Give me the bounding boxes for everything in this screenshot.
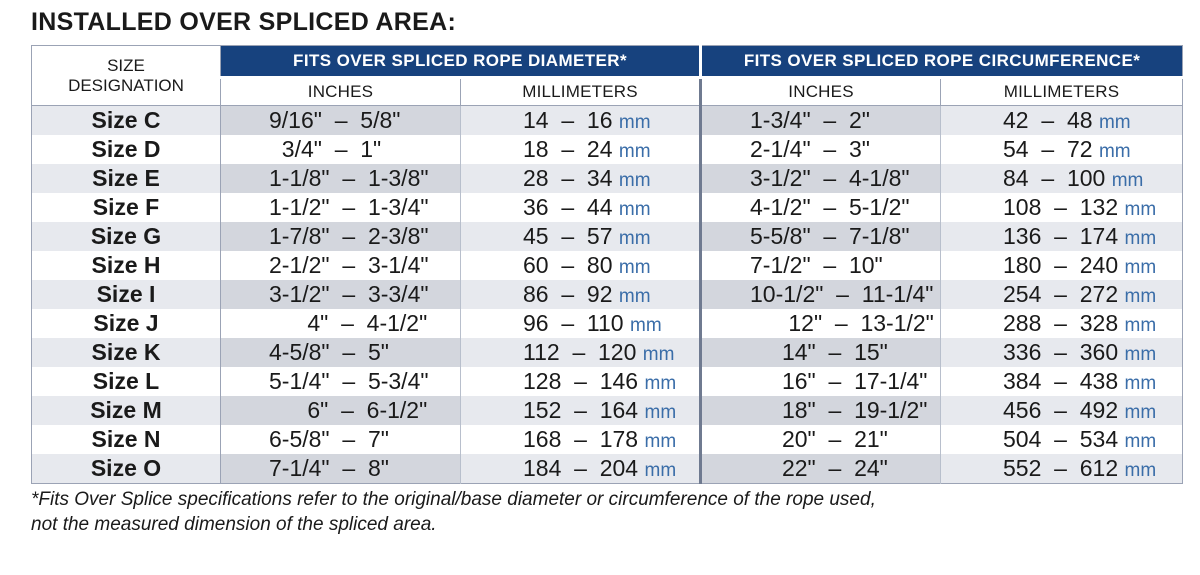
circumference-inches-cell-value: 16" – 17-1/4" [750,368,928,394]
mm-unit-label: mm [1111,170,1144,191]
mm-unit-label: mm [1124,373,1157,394]
diameter-millimeters-header: MILLIMETERS [461,78,701,106]
diameter-inches-cell [221,338,461,367]
footnote-line-1: *Fits Over Splice specifications refer to the original/base diameter or circumference of the rope used, [31,489,876,510]
mm-unit-label: mm [1124,402,1157,423]
page-title: INSTALLED OVER SPLICED AREA: [31,8,457,36]
diameter-inches-cell [221,454,461,484]
circumference-inches-cell [701,396,941,425]
diameter-inches-cell [221,280,461,309]
table-row [32,135,1183,164]
circumference-mm-cell [941,251,1183,280]
circumference-mm-cell-value: 54 – 72 [1003,136,1093,162]
size-cell-value: Size F [92,194,160,220]
circumference-inches-header: INCHES [701,78,941,106]
mm-unit-label: mm [618,112,651,133]
circumference-inches-cell [701,425,941,454]
diameter-inches-cell-value: 2-1/2" – 3-1/4" [269,252,429,278]
size-cell-value: Size H [91,252,161,278]
size-cell [32,251,221,280]
size-cell-value: Size J [93,310,159,336]
circumference-inches-cell [701,164,941,193]
mm-unit-label: mm [1124,286,1157,307]
circumference-mm-cell [941,425,1183,454]
circumference-inches-cell [701,193,941,222]
mm-unit-label: mm [1124,315,1157,336]
table-row [32,280,1183,309]
mm-unit-label: mm [644,373,677,394]
diameter-inches-cell-value: 4" – 4-1/2" [269,310,428,336]
mm-unit-label: mm [1124,199,1157,220]
size-cell-value: Size O [90,455,162,481]
mm-unit-label: mm [1124,228,1157,249]
diameter-mm-cell-value: 36 – 44 [523,194,613,220]
diameter-inches-cell-value: 4-5/8" – 5" [269,339,389,365]
diameter-mm-cell-value: 18 – 24 [523,136,613,162]
diameter-inches-cell [221,106,461,136]
circumference-inches-cell [701,222,941,251]
circumference-mm-cell [941,193,1183,222]
diameter-inches-cell-value: 3-1/2" – 3-3/4" [269,281,429,307]
mm-unit-label: mm [642,344,675,365]
diameter-inches-cell [221,396,461,425]
circumference-group-header: FITS OVER SPLICED ROPE CIRCUMFERENCE* [701,46,1183,78]
circumference-inches-cell-value: 10-1/2" – 11-1/4" [750,281,934,307]
diameter-mm-cell [461,251,701,280]
diameter-mm-cell-value: 28 – 34 [523,165,613,191]
circumference-inches-cell-value: 20" – 21" [750,426,888,452]
table-row [32,251,1183,280]
circumference-inches-cell-value: 4-1/2" – 5-1/2" [750,194,910,220]
circumference-inches-cell-value: 1-3/4" – 2" [750,107,870,133]
circumference-mm-cell-value: 42 – 48 [1003,107,1093,133]
size-cell-value: Size N [91,426,161,452]
table-row [32,338,1183,367]
table-row [32,222,1183,251]
diameter-inches-cell [221,367,461,396]
footnote [31,487,876,537]
circumference-mm-cell-value: 384 – 438 [1003,368,1119,394]
circumference-inches-cell [701,106,941,136]
table-row [32,309,1183,338]
circumference-inches-cell [701,251,941,280]
diameter-mm-cell-value: 60 – 80 [523,252,613,278]
diameter-mm-cell [461,193,701,222]
mm-unit-label: mm [618,199,651,220]
circumference-inches-cell [701,135,941,164]
diameter-mm-cell [461,222,701,251]
mm-unit-label: mm [1124,431,1157,452]
diameter-inches-cell-value: 1-1/2" – 1-3/4" [269,194,429,220]
diameter-mm-cell [461,309,701,338]
circumference-mm-cell-value: 136 – 174 [1003,223,1119,249]
table-row [32,193,1183,222]
circumference-inches-cell [701,309,941,338]
mm-unit-label: mm [1124,460,1157,481]
circumference-mm-cell [941,164,1183,193]
size-cell-value: Size L [92,368,160,394]
circumference-inches-cell [701,280,941,309]
table-row [32,425,1183,454]
size-designation-header [32,46,221,106]
size-cell-value: Size C [91,107,161,133]
size-cell [32,222,221,251]
size-cell [32,164,221,193]
diameter-mm-cell-value: 14 – 16 [523,107,613,133]
table-body [32,106,1183,484]
diameter-inches-cell-value: 9/16" – 5/8" [269,107,401,133]
diameter-inches-cell-value: 7-1/4" – 8" [269,455,389,481]
circumference-mm-cell [941,338,1183,367]
table-row [32,164,1183,193]
table-row [32,106,1183,136]
diameter-mm-cell-value: 184 – 204 [523,455,639,481]
circumference-mm-cell-value: 180 – 240 [1003,252,1119,278]
diameter-mm-cell [461,164,701,193]
diameter-inches-cell-value: 1-7/8" – 2-3/8" [269,223,429,249]
table-row [32,396,1183,425]
mm-unit-label: mm [618,286,651,307]
size-cell-value: Size G [90,223,162,249]
diameter-inches-cell-value: 6-5/8" – 7" [269,426,389,452]
diameter-inches-header: INCHES [221,78,461,106]
diameter-mm-cell [461,338,701,367]
mm-unit-label: mm [618,228,651,249]
diameter-inches-cell-value: 1-1/8" – 1-3/8" [269,165,429,191]
circumference-mm-cell-value: 336 – 360 [1003,339,1119,365]
circumference-inches-cell-value: 14" – 15" [750,339,888,365]
mm-unit-label: mm [644,460,677,481]
circumference-mm-cell [941,135,1183,164]
diameter-mm-cell [461,454,701,484]
size-cell [32,309,221,338]
diameter-inches-cell [221,222,461,251]
mm-unit-label: mm [1098,141,1131,162]
diameter-mm-cell-value: 86 – 92 [523,281,613,307]
circumference-inches-cell [701,454,941,484]
circumference-mm-cell [941,222,1183,251]
circumference-mm-cell [941,367,1183,396]
circumference-mm-cell [941,396,1183,425]
diameter-inches-cell [221,193,461,222]
circumference-mm-cell [941,280,1183,309]
size-cell [32,280,221,309]
mm-unit-label: mm [1098,112,1131,133]
size-chart-table [31,45,1183,484]
diameter-inches-cell [221,164,461,193]
circumference-mm-cell [941,106,1183,136]
diameter-mm-cell [461,425,701,454]
circumference-inches-cell-value: 18" – 19-1/2" [750,397,928,423]
circumference-inches-cell [701,338,941,367]
diameter-mm-cell-value: 45 – 57 [523,223,613,249]
circumference-millimeters-header: MILLIMETERS [941,78,1183,106]
circumference-inches-cell-value: 12" – 13-1/2" [750,310,934,336]
size-cell [32,367,221,396]
diameter-mm-cell-value: 96 – 110 [523,310,624,336]
size-cell-value: Size D [91,136,161,162]
size-cell-value: Size I [96,281,156,307]
diameter-group-header: FITS OVER SPLICED ROPE DIAMETER* [221,46,701,78]
circumference-inches-cell-value: 7-1/2" – 10" [750,252,883,278]
diameter-mm-cell [461,367,701,396]
circumference-mm-cell-value: 84 – 100 [1003,165,1106,191]
size-cell [32,454,221,484]
mm-unit-label: mm [618,141,651,162]
diameter-mm-cell [461,135,701,164]
diameter-mm-cell [461,106,701,136]
diameter-inches-cell [221,425,461,454]
size-header-line2: DESIGNATION [68,75,184,95]
mm-unit-label: mm [630,315,662,336]
diameter-mm-cell-value: 152 – 164 [523,397,639,423]
circumference-mm-cell [941,309,1183,338]
size-cell [32,135,221,164]
size-cell [32,338,221,367]
circumference-mm-cell-value: 254 – 272 [1003,281,1119,307]
diameter-mm-cell [461,396,701,425]
mm-unit-label: mm [1124,344,1157,365]
table-row [32,367,1183,396]
diameter-inches-cell [221,251,461,280]
footnote-line-2: not the measured dimension of the spliced area. [31,514,437,535]
size-cell [32,193,221,222]
circumference-mm-cell-value: 552 – 612 [1003,455,1119,481]
size-cell-value: Size K [91,339,161,365]
mm-unit-label: mm [644,402,677,423]
mm-unit-label: mm [618,257,651,278]
mm-unit-label: mm [644,431,677,452]
diameter-inches-cell-value: 6" – 6-1/2" [269,397,428,423]
circumference-inches-cell-value: 3-1/2" – 4-1/8" [750,165,910,191]
size-cell [32,396,221,425]
size-cell [32,425,221,454]
diameter-mm-cell [461,280,701,309]
size-cell [32,106,221,136]
circumference-mm-cell-value: 108 – 132 [1003,194,1119,220]
size-cell-value: Size E [92,165,160,191]
circumference-mm-cell-value: 456 – 492 [1003,397,1119,423]
diameter-inches-cell-value: 3/4" – 1" [269,136,382,162]
circumference-mm-cell-value: 504 – 534 [1003,426,1119,452]
mm-unit-label: mm [1124,257,1157,278]
size-cell-value: Size M [90,397,162,423]
circumference-inches-cell-value: 2-1/4" – 3" [750,136,870,162]
diameter-mm-cell-value: 112 – 120 [523,339,637,365]
table-row [32,454,1183,484]
circumference-mm-cell [941,454,1183,484]
diameter-mm-cell-value: 168 – 178 [523,426,639,452]
diameter-mm-cell-value: 128 – 146 [523,368,639,394]
circumference-inches-cell-value: 22" – 24" [750,455,888,481]
size-header-line1: SIZE [107,55,145,75]
diameter-inches-cell [221,309,461,338]
circumference-mm-cell-value: 288 – 328 [1003,310,1119,336]
circumference-inches-cell [701,367,941,396]
diameter-inches-cell [221,135,461,164]
mm-unit-label: mm [618,170,651,191]
diameter-inches-cell-value: 5-1/4" – 5-3/4" [269,368,429,394]
circumference-inches-cell-value: 5-5/8" – 7-1/8" [750,223,910,249]
